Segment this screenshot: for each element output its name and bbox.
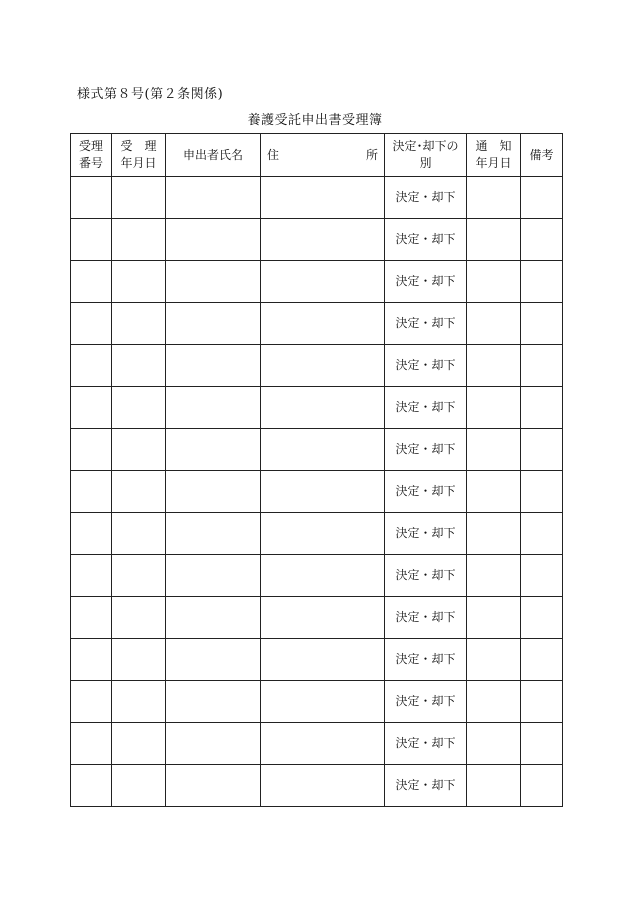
- table-row: [71, 597, 563, 639]
- header-reception-number: [71, 134, 112, 177]
- header-address-right: 所: [365, 147, 378, 162]
- address-cell[interactable]: [261, 261, 385, 303]
- reception-number-cell[interactable]: [71, 597, 112, 639]
- notification-date-cell[interactable]: [467, 597, 521, 639]
- notification-date-cell[interactable]: [467, 765, 521, 807]
- table-row: [71, 765, 563, 807]
- decision-cell: 決定・却下: [385, 639, 467, 681]
- address-cell[interactable]: [261, 723, 385, 765]
- decision-cell: 決定・却下: [385, 513, 467, 555]
- table-row: [71, 177, 563, 219]
- table-row: [71, 387, 563, 429]
- reception-date-cell[interactable]: [112, 303, 166, 345]
- applicant-name-cell[interactable]: [166, 597, 261, 639]
- decision-cell: 決定・却下: [385, 219, 467, 261]
- applicant-name-cell[interactable]: [166, 345, 261, 387]
- address-cell[interactable]: [261, 471, 385, 513]
- address-cell[interactable]: [261, 513, 385, 555]
- address-cell[interactable]: [261, 555, 385, 597]
- reception-date-cell[interactable]: [112, 513, 166, 555]
- reception-date-cell[interactable]: [112, 555, 166, 597]
- remarks-cell[interactable]: [521, 177, 563, 219]
- table-row: [71, 723, 563, 765]
- header-notification-date: [467, 134, 521, 177]
- reception-number-cell[interactable]: [71, 513, 112, 555]
- notification-date-cell[interactable]: [467, 219, 521, 261]
- applicant-name-cell[interactable]: [166, 387, 261, 429]
- decision-cell: 決定・却下: [385, 597, 467, 639]
- reception-date-cell[interactable]: [112, 219, 166, 261]
- applicant-name-cell[interactable]: [166, 555, 261, 597]
- reception-date-cell[interactable]: [112, 597, 166, 639]
- reception-number-cell[interactable]: [71, 345, 112, 387]
- header-remarks-label: 備考: [529, 147, 554, 162]
- table-row: [71, 681, 563, 723]
- notification-date-cell[interactable]: [467, 555, 521, 597]
- reception-number-cell[interactable]: [71, 765, 112, 807]
- remarks-cell[interactable]: [521, 681, 563, 723]
- applicant-name-cell[interactable]: [166, 429, 261, 471]
- notification-date-cell[interactable]: [467, 387, 521, 429]
- decision-cell: 決定・却下: [385, 723, 467, 765]
- reception-date-cell[interactable]: [112, 429, 166, 471]
- header-decision-type-line1: 決定･却下の: [392, 139, 459, 153]
- header-applicant-name: [166, 134, 261, 177]
- reception-number-cell[interactable]: [71, 303, 112, 345]
- reception-date-cell[interactable]: [112, 261, 166, 303]
- notification-date-cell[interactable]: [467, 723, 521, 765]
- applicant-name-cell[interactable]: [166, 219, 261, 261]
- header-notification-date-line2: 年月日: [475, 156, 512, 170]
- reception-number-cell[interactable]: [71, 471, 112, 513]
- decision-cell: 決定・却下: [385, 765, 467, 807]
- notification-date-cell[interactable]: [467, 429, 521, 471]
- remarks-cell[interactable]: [521, 597, 563, 639]
- remarks-cell[interactable]: [521, 555, 563, 597]
- header-reception-number-line2: 番号: [78, 156, 103, 170]
- remarks-cell[interactable]: [521, 723, 563, 765]
- address-cell[interactable]: [261, 219, 385, 261]
- reception-date-cell[interactable]: [112, 345, 166, 387]
- remarks-cell[interactable]: [521, 429, 563, 471]
- decision-cell: 決定・却下: [385, 471, 467, 513]
- address-cell[interactable]: [261, 303, 385, 345]
- reception-date-cell[interactable]: [112, 471, 166, 513]
- reception-number-cell[interactable]: [71, 429, 112, 471]
- table-row: [71, 513, 563, 555]
- remarks-cell[interactable]: [521, 345, 563, 387]
- remarks-cell[interactable]: [521, 513, 563, 555]
- remarks-cell[interactable]: [521, 387, 563, 429]
- address-cell[interactable]: [261, 681, 385, 723]
- applicant-name-cell[interactable]: [166, 513, 261, 555]
- header-reception-date-line2: 年月日: [120, 156, 157, 170]
- decision-cell: 決定・却下: [385, 303, 467, 345]
- table-header-row: [71, 134, 563, 177]
- address-cell[interactable]: [261, 429, 385, 471]
- notification-date-cell[interactable]: [467, 261, 521, 303]
- applicant-name-cell[interactable]: [166, 471, 261, 513]
- remarks-cell[interactable]: [521, 765, 563, 807]
- notification-date-cell[interactable]: [467, 177, 521, 219]
- header-address-left: 住: [267, 147, 280, 162]
- address-cell[interactable]: [261, 177, 385, 219]
- header-notification-date-line1: 通 知: [475, 139, 512, 153]
- notification-date-cell[interactable]: [467, 345, 521, 387]
- address-cell[interactable]: [261, 639, 385, 681]
- header-address: [261, 134, 385, 177]
- decision-cell: 決定・却下: [385, 429, 467, 471]
- table-row: [71, 261, 563, 303]
- reception-date-cell[interactable]: [112, 177, 166, 219]
- header-remarks: [521, 134, 563, 177]
- address-cell[interactable]: [261, 345, 385, 387]
- remarks-cell[interactable]: [521, 261, 563, 303]
- reception-date-cell[interactable]: [112, 723, 166, 765]
- reception-date-cell[interactable]: [112, 387, 166, 429]
- header-applicant-name-label: 申出者氏名: [182, 147, 243, 162]
- notification-date-cell[interactable]: [467, 681, 521, 723]
- header-reception-date-line1: 受 理: [120, 139, 157, 153]
- remarks-cell[interactable]: [521, 219, 563, 261]
- table-row: [71, 555, 563, 597]
- header-reception-date: [112, 134, 166, 177]
- header-decision-type: [385, 134, 467, 177]
- applicant-name-cell[interactable]: [166, 723, 261, 765]
- reception-number-cell[interactable]: [71, 723, 112, 765]
- reception-date-cell[interactable]: [112, 639, 166, 681]
- form-number-label: 様式第８号(第２条関係): [77, 87, 224, 102]
- decision-cell: 決定・却下: [385, 177, 467, 219]
- remarks-cell[interactable]: [521, 303, 563, 345]
- header-decision-type-line2: 別: [419, 156, 432, 170]
- reception-ledger-table: [70, 133, 563, 807]
- decision-cell: 決定・却下: [385, 345, 467, 387]
- table-row: [71, 639, 563, 681]
- table-row: [71, 345, 563, 387]
- reception-date-cell[interactable]: [112, 765, 166, 807]
- table-row: [71, 303, 563, 345]
- address-cell[interactable]: [261, 597, 385, 639]
- applicant-name-cell[interactable]: [166, 639, 261, 681]
- applicant-name-cell[interactable]: [166, 177, 261, 219]
- table-row: [71, 429, 563, 471]
- reception-number-cell[interactable]: [71, 177, 112, 219]
- remarks-cell[interactable]: [521, 639, 563, 681]
- applicant-name-cell[interactable]: [166, 681, 261, 723]
- decision-cell: 決定・却下: [385, 261, 467, 303]
- applicant-name-cell[interactable]: [166, 303, 261, 345]
- address-cell[interactable]: [261, 387, 385, 429]
- notification-date-cell[interactable]: [467, 513, 521, 555]
- decision-cell: 決定・却下: [385, 387, 467, 429]
- reception-number-cell[interactable]: [71, 555, 112, 597]
- notification-date-cell[interactable]: [467, 471, 521, 513]
- applicant-name-cell[interactable]: [166, 261, 261, 303]
- reception-number-cell[interactable]: [71, 387, 112, 429]
- notification-date-cell[interactable]: [467, 303, 521, 345]
- reception-number-cell[interactable]: [71, 681, 112, 723]
- header-reception-number-line1: 受理: [78, 139, 103, 153]
- reception-number-cell[interactable]: [71, 219, 112, 261]
- table-row: [71, 471, 563, 513]
- address-cell[interactable]: [261, 765, 385, 807]
- decision-cell: 決定・却下: [385, 555, 467, 597]
- table-row: [71, 219, 563, 261]
- applicant-name-cell[interactable]: [166, 765, 261, 807]
- decision-cell: 決定・却下: [385, 681, 467, 723]
- reception-number-cell[interactable]: [71, 639, 112, 681]
- reception-number-cell[interactable]: [71, 261, 112, 303]
- reception-date-cell[interactable]: [112, 681, 166, 723]
- document-title: 養護受託申出書受理簿: [247, 113, 383, 128]
- remarks-cell[interactable]: [521, 471, 563, 513]
- notification-date-cell[interactable]: [467, 639, 521, 681]
